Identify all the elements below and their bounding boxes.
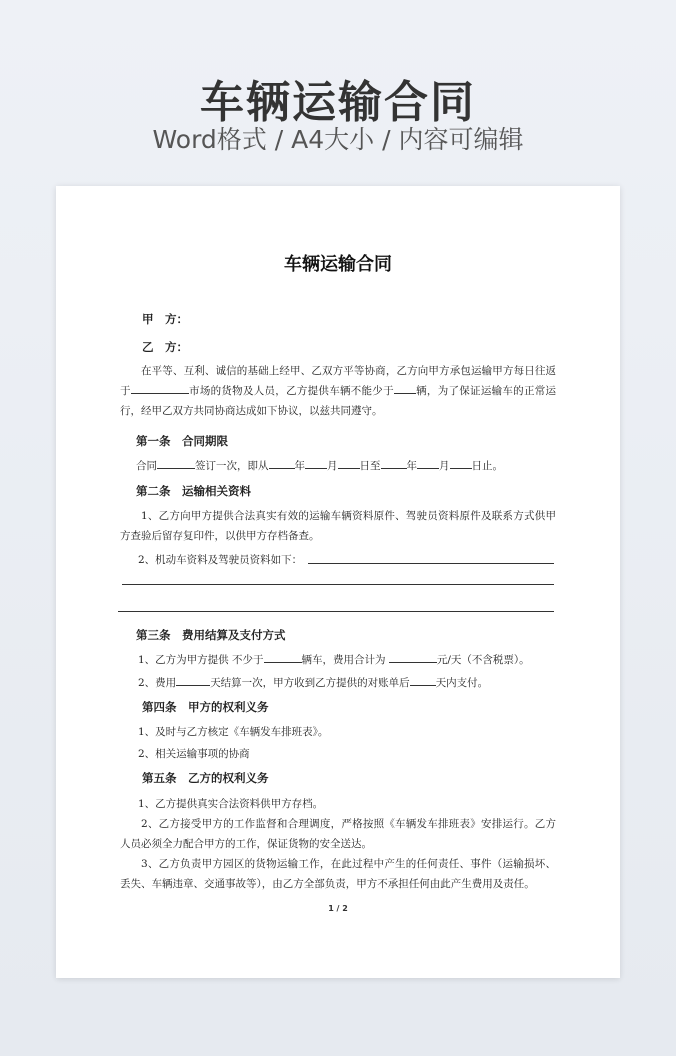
settle-text-1: 2、费用 <box>138 677 177 689</box>
section-2-heading: 第二条 运输相关资料 <box>136 484 251 498</box>
vehicle-count-blank <box>394 383 416 394</box>
term-text-1: 合同 <box>136 460 157 472</box>
settle-text-2: 天结算一次，甲方收到乙方提供的对账单后 <box>210 677 410 689</box>
section-5-item-3: 3、乙方负责甲方园区的货物运输工作，在此过程中产生的任何责任、事件（运输损坏、丢失、车辆违章、交通事故等），由乙方全部负责，甲方不承担任何由此产生费用及责任。 <box>120 858 556 890</box>
fee-text-3: 元/天（不含税票）。 <box>436 654 530 666</box>
section-5-item-2: 2、乙方接受甲方的工作监督和合理调度，严格按照《车辆发车排班表》安排运行。乙方人员必须全力配合甲方的工作，保证货物的安全送达。 <box>120 818 556 850</box>
fill-line-3 <box>118 611 554 612</box>
document-title: 车辆运输合同 <box>284 254 392 275</box>
term-month-1: 月 <box>327 460 338 472</box>
section-3-item-1 <box>138 652 574 667</box>
section-2-item-2-text: 2、机动车资料及驾驶员资料如下： <box>138 554 303 566</box>
term-blank-7 <box>450 458 472 469</box>
term-blank-3 <box>305 458 327 469</box>
term-blank-5 <box>381 458 407 469</box>
market-blank <box>131 383 189 394</box>
section-4-item-1: 1、及时与乙方核定《车辆发车排班表》。 <box>138 726 329 738</box>
section-2-item-1: 1、乙方向甲方提供合法真实有效的运输车辆资料原件、驾驶员资料原件及联系方式供甲方查验后留存复印件，以供甲方存档备查。 <box>120 510 556 542</box>
term-day-1: 日至 <box>359 460 381 472</box>
term-year-2: 年 <box>406 460 417 472</box>
settle-blank-1 <box>176 675 210 686</box>
banner-subtitle: Word格式 / A4大小 / 内容可编辑 <box>152 125 524 154</box>
term-blank-4 <box>338 458 360 469</box>
term-text-2: 签订一次，即从 <box>195 460 269 472</box>
section-2-item-2 <box>138 552 574 567</box>
settle-text-3: 天内支付。 <box>435 677 489 689</box>
intro-text-3: 辆，为了保证运输车的正常运行，经甲乙双方共同协商达成如下协议，以兹共同遵守。 <box>120 385 557 417</box>
term-blank-1 <box>157 458 195 469</box>
settle-blank-2 <box>410 675 436 686</box>
term-blank-6 <box>417 458 439 469</box>
section-1-heading: 第一条 合同期限 <box>136 434 228 448</box>
intro-text-2: 市场的货物及人员，乙方提供车辆不能少于 <box>188 385 394 397</box>
fill-line-1 <box>308 563 554 564</box>
section-4-item-2: 2、相关运输事项的协商 <box>138 748 250 760</box>
section-3-heading: 第三条 费用结算及支付方式 <box>136 628 286 642</box>
party-b-label: 乙 方： <box>142 340 188 354</box>
party-a-label: 甲 方： <box>142 312 188 326</box>
fee-text-1: 1、乙方为甲方提供 不少于 <box>138 654 264 666</box>
fee-blank-2 <box>389 652 437 663</box>
fee-blank-1 <box>264 652 302 663</box>
intro-paragraph <box>120 361 556 421</box>
banner-title: 车辆运输合同 <box>200 77 476 128</box>
page-number: 1 / 2 <box>328 904 348 913</box>
fee-text-2: 辆车，费用合计为 <box>301 654 386 666</box>
contract-term-line <box>136 458 572 473</box>
section-4-heading: 第四条 甲方的权利义务 <box>142 700 269 714</box>
document-page <box>56 186 620 978</box>
section-3-item-2 <box>138 675 574 690</box>
term-year-1: 年 <box>294 460 305 472</box>
intro-text-1: 在平等、互利、诚信的基础上经甲、乙双方平等协商，乙方向甲方承包运输甲方每日往返于 <box>120 365 556 397</box>
term-blank-2 <box>269 458 295 469</box>
term-month-2: 月 <box>439 460 450 472</box>
section-5-item-1: 1、乙方提供真实合法资料供甲方存档。 <box>138 798 324 810</box>
term-day-2: 日止。 <box>471 460 503 472</box>
fill-line-2 <box>122 584 554 585</box>
section-5-heading: 第五条 乙方的权利义务 <box>142 771 269 785</box>
